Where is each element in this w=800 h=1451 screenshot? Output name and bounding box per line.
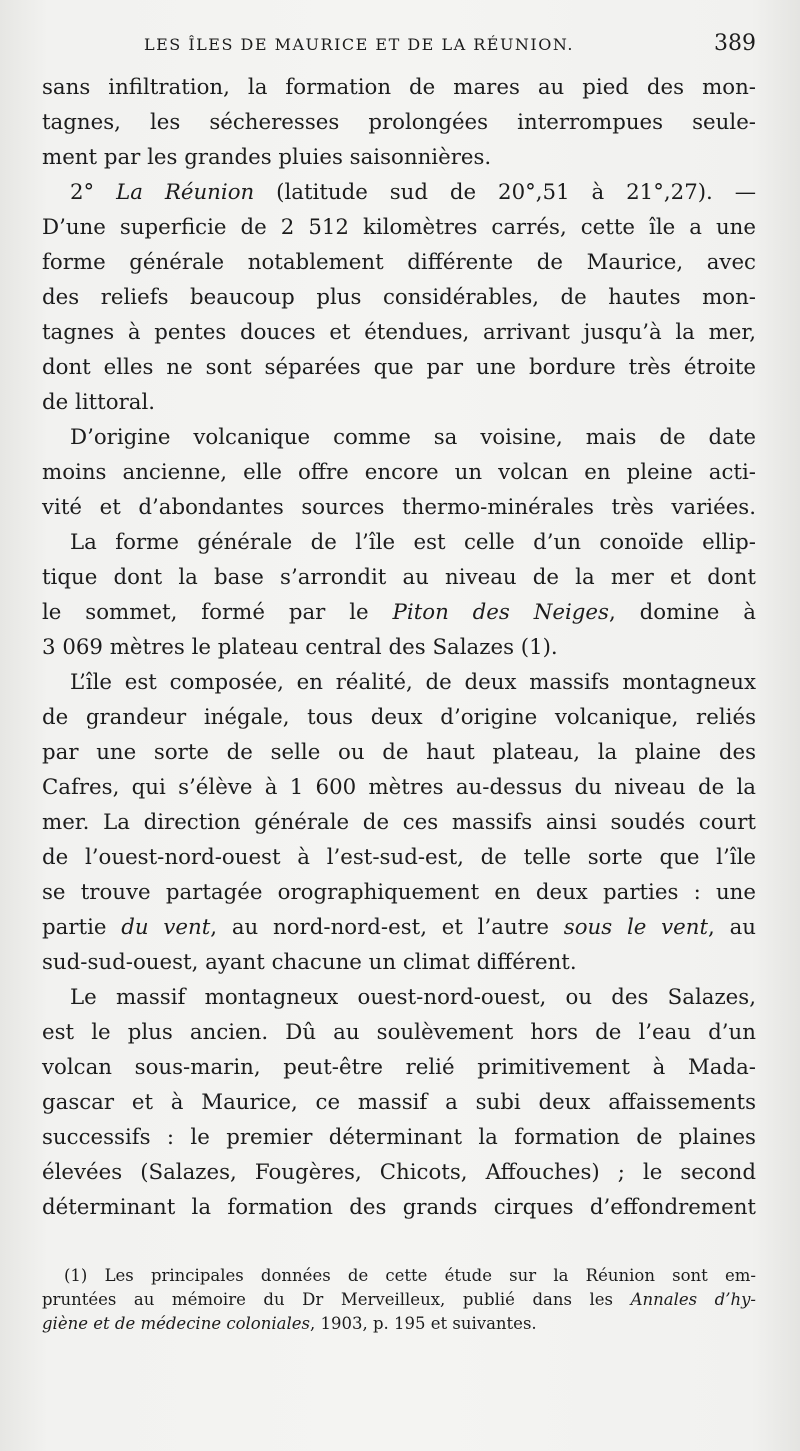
footnote-line: (1) Les principales données de cette étude sur la Réunion sont em- — [64, 1266, 756, 1285]
text-line: D’une superficie de 2 512 kilomètres carrés, cette île a une — [42, 215, 756, 240]
text-line: 2° La Réunion (latitude sud de 20°,51 à 21°,27). — — [70, 180, 757, 205]
text-line: D’origine volcanique comme sa voisine, mais de date — [70, 425, 756, 450]
footnote — [42, 1264, 756, 1336]
text-line: partie du vent, au nord-nord-est, et l’autre sous le vent, au — [42, 915, 756, 940]
text-line: se trouve partagée orographiquement en deux parties : une — [42, 880, 756, 905]
text-line: par une sorte de selle ou de haut plateau, la plaine des — [42, 740, 756, 765]
text-line: dont elles ne sont séparées que par une bordure très étroite — [42, 355, 756, 380]
text-line: La forme générale de l’île est celle d’un conoïde ellip- — [70, 530, 756, 555]
text-line: sud-sud-ouest, ayant chacune un climat différent. — [42, 950, 577, 975]
text-line: mer. La direction générale de ces massifs ainsi soudés court — [42, 810, 756, 835]
body-text — [42, 70, 756, 1225]
text-line: gascar et à Maurice, ce massif a subi deux affaissements — [42, 1090, 756, 1115]
text-line: de littoral. — [42, 390, 156, 415]
text-line: déterminant la formation des grands cirques d’effondrement — [42, 1195, 756, 1220]
text-line: est le plus ancien. Dû au soulèvement hors de l’eau d’un — [42, 1020, 756, 1045]
text-line: Cafres, qui s’élève à 1 600 mètres au-dessus du niveau de la — [42, 775, 756, 800]
text-line: tique dont la base s’arrondit au niveau de la mer et dont — [42, 565, 756, 590]
text-line: ment par les grandes pluies saisonnières. — [42, 145, 492, 170]
text-line: sans infiltration, la formation de mares au pied des mon- — [42, 75, 756, 100]
text-line: volcan sous-marin, peut-être relié primitivement à Mada- — [42, 1055, 756, 1080]
text-line: tagnes, les sécheresses prolongées interrompues seule- — [42, 110, 756, 135]
text-line: de grandeur inégale, tous deux d’origine volcanique, reliés — [42, 705, 756, 730]
page-header — [44, 33, 756, 63]
text-line: L’île est composée, en réalité, de deux massifs montagneux — [70, 670, 756, 695]
text-line: des reliefs beaucoup plus considérables, de hautes mon- — [42, 285, 756, 310]
text-line: élevées (Salazes, Fougères, Chicots, Affouches) ; le second — [42, 1160, 756, 1185]
footnote-line: giène et de médecine coloniales, 1903, p. 195 et suivantes. — [42, 1314, 537, 1333]
text-line: vité et d’abondantes sources thermo-minérales très variées. — [42, 495, 756, 520]
page-number: 389 — [714, 31, 756, 56]
footnote-line: pruntées au mémoire du Dr Merveilleux, publié dans les Annales d’hy- — [42, 1290, 757, 1309]
text-line: tagnes à pentes douces et étendues, arrivant jusqu’à la mer, — [42, 320, 756, 345]
text-line: Le massif montagneux ouest-nord-ouest, ou des Salazes, — [70, 985, 756, 1010]
text-line: moins ancienne, elle offre encore un volcan en pleine acti- — [42, 460, 756, 485]
text-line: successifs : le premier déterminant la formation de plaines — [42, 1125, 756, 1150]
text-line: de l’ouest-nord-ouest à l’est-sud-est, de telle sorte que l’île — [42, 845, 756, 870]
text-line: forme générale notablement différente de Maurice, avec — [42, 250, 756, 275]
text-line: le sommet, formé par le Piton des Neiges, domine à — [42, 600, 756, 625]
running-head: LES ÎLES DE MAURICE ET DE LA RÉUNION. — [144, 35, 574, 54]
text-line: 3 069 mètres le plateau central des Salazes (1). — [42, 635, 558, 660]
